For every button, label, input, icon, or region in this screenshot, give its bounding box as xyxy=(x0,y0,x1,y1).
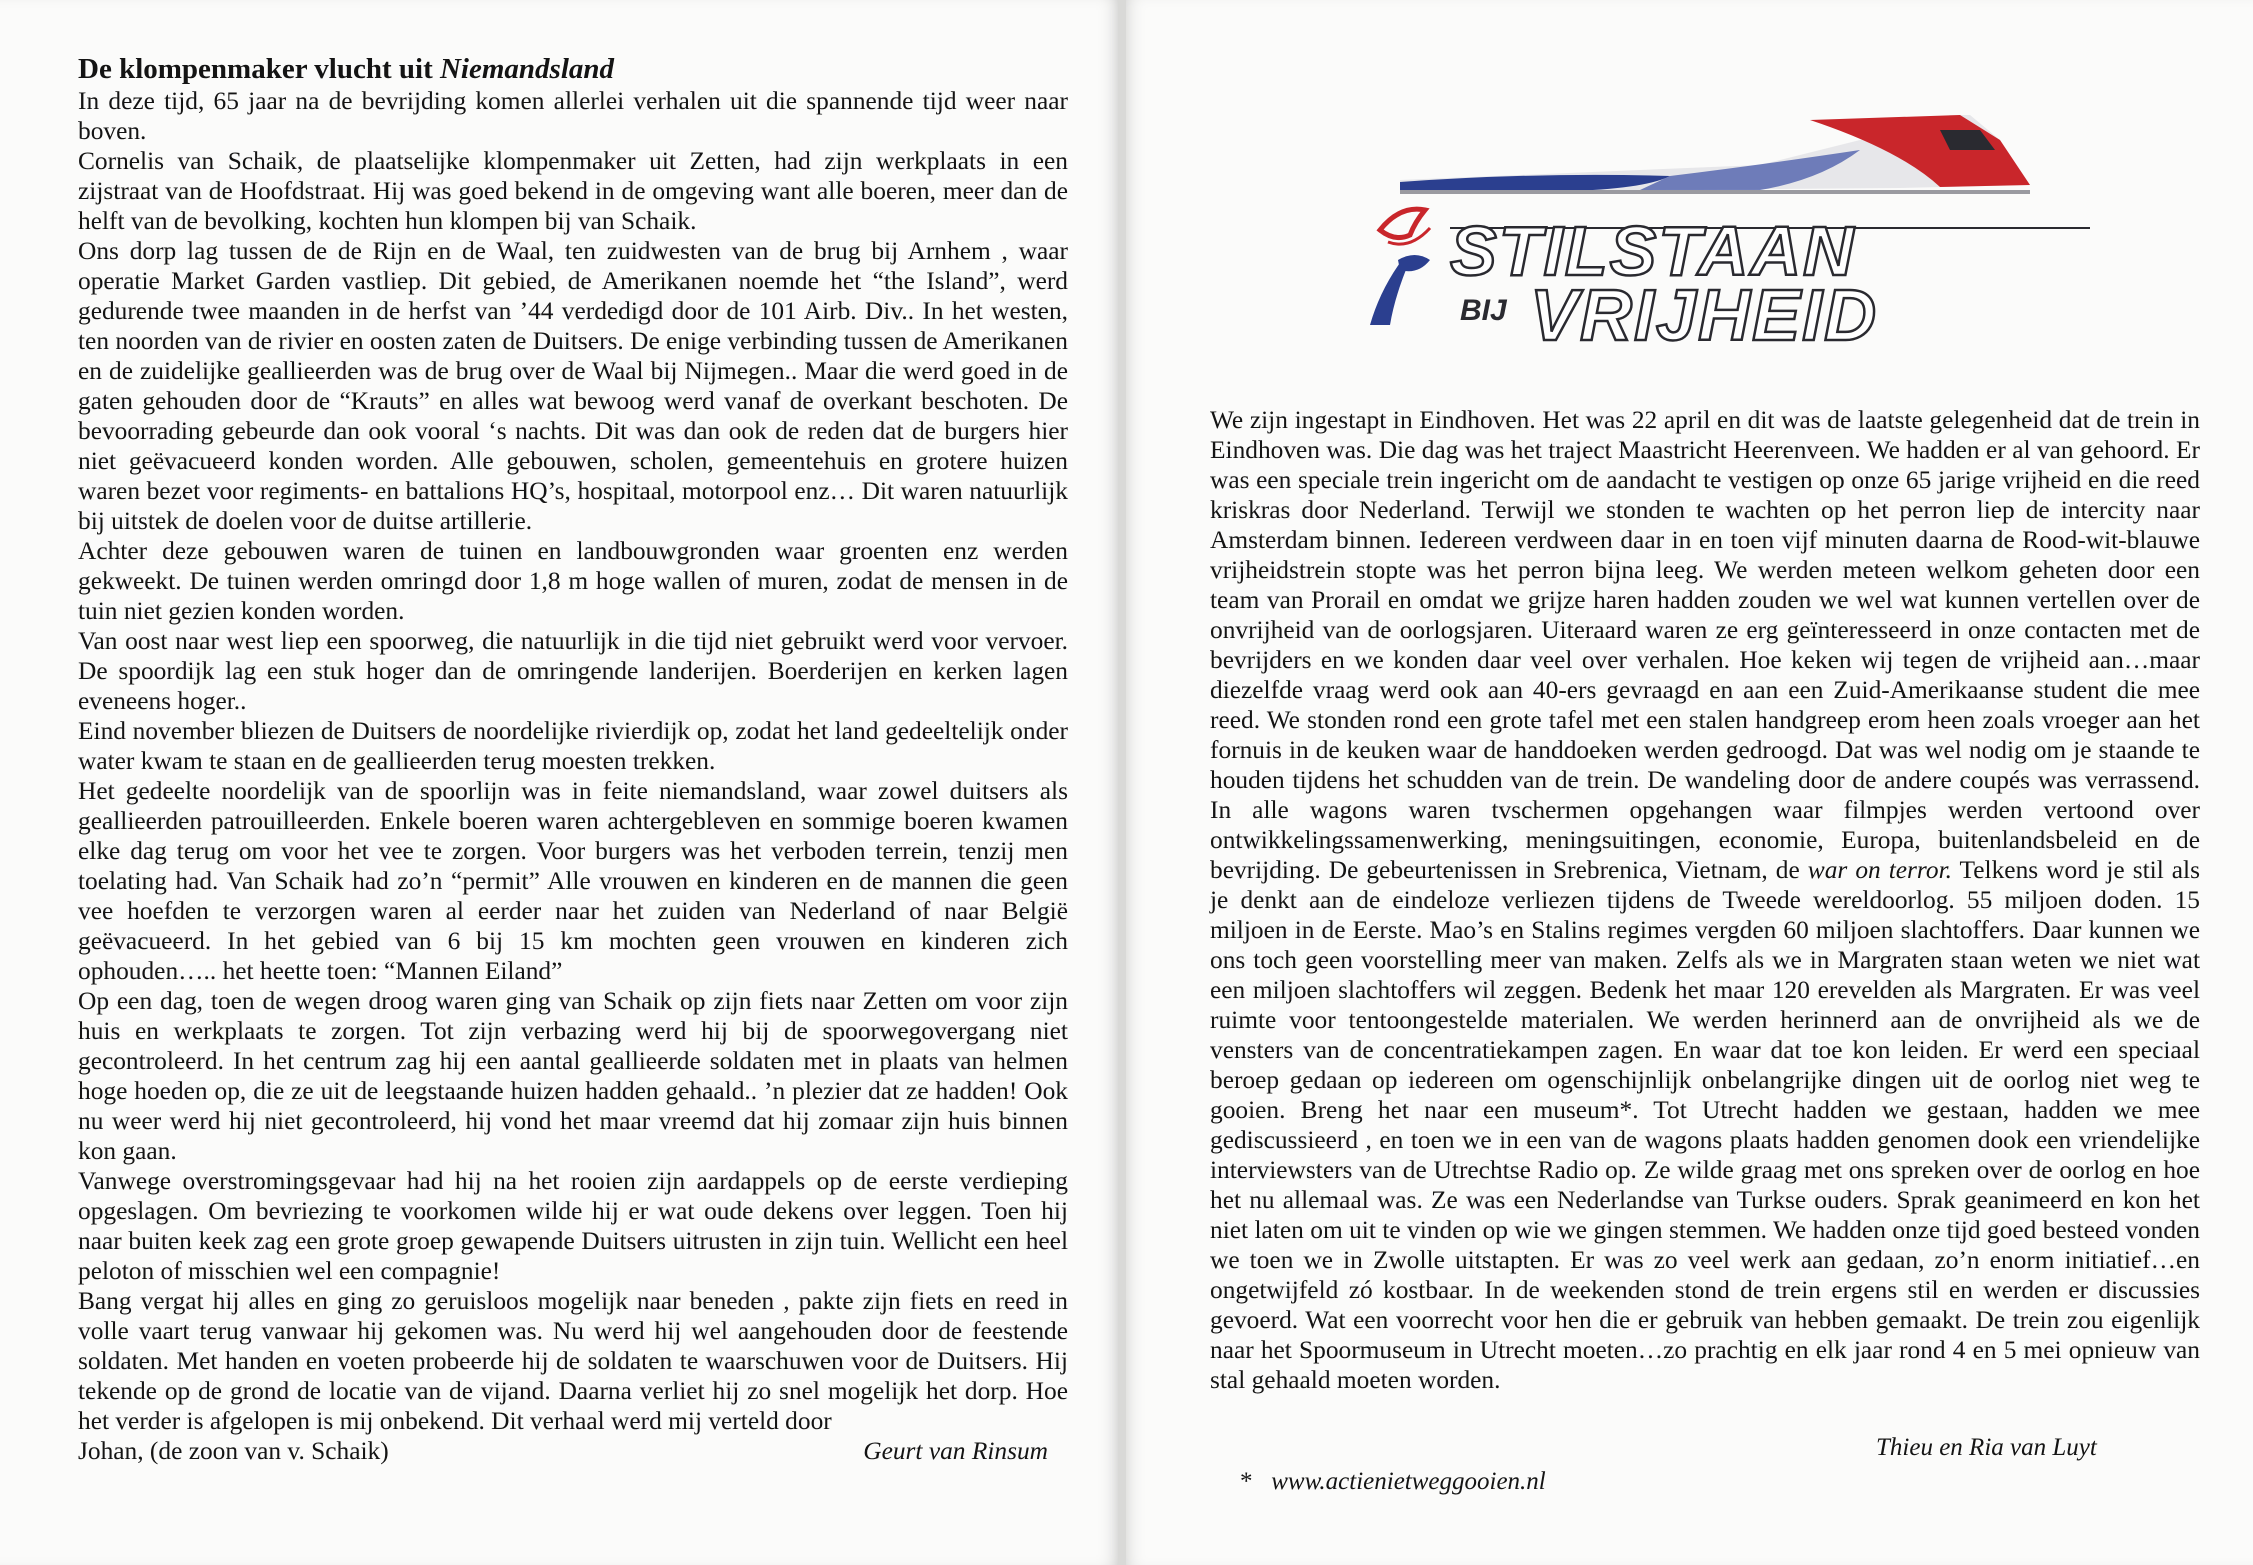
body-text: Telkens word je stil als je denkt aan de eindeloze verliezen tijdens de Tweede wereldoorlog. 55 miljoen doden. 15 miljoen in de Eerste. Mao’s en Stalins regimes vergden 60 miljoen slachtoffers. Daar kunnen we ons toch geen voorstelling meer van maken. Zelfs als we in Margraten staan weten we niet wat een miljoen slachtoffers wil zeggen. Bedenk het maar 120 erevelden als Margraten. Er was veel ruimte voor tentoongestelde materialen. We werden herinnerd aan de onvrijheid als we de vensters van de concentratiekampen zagen. En waar dat toe kon leiden. Er werd een speciaal beroep gedaan op iedereen om ogenschijnlijk onbelangrijke dingen uit de oorlog niet weg te gooien. Breng het naar een museum*. Tot Utrecht hadden we gestaan, hadden we mee gediscussieerd , en toen we in een van de wagons plaats hadden genomen dook een vriendelijke interviewsters van de Utrechtse Radio op. Ze wilde graag met ons spreken over de oorlog en hoe het nu allemaal was. Ze was een Nederlandse van Turkse ouders. Sprak geanimeerd en kon het niet laten om uit te vinden op wie we gingen stemmen. We hadden onze tijd goed besteed vonden we toen we in Zwolle uitstapten. Er was zo veel werk aan gedaan, zo’n enorm initiatief…en ongetwijfeld zó kostbaar. In de weekenden stond de trein ergens stil en werden er discussies gevoerd. Wat een voorrecht voor hen die er gebruik van hebben gemaakt. De trein zou eigenlijk naar het Spoormuseum in Utrecht moeten…zo prachtig en elk jaar rond 4 en 5 mei opnieuw van stal gehaald moeten worden. xyxy=(1210,856,2200,1394)
article-title xyxy=(78,52,1068,86)
bird-flag-icon xyxy=(1370,209,1430,325)
train-icon xyxy=(1400,115,2030,194)
author-signature: Geurt van Rinsum xyxy=(863,1437,1048,1465)
paragraph xyxy=(1210,405,2200,1395)
paragraph: Het gedeelte noordelijk van de spoorlijn was in feite niemandsland, waar zowel duitsers als geallieerden patrouilleerden. Enkele boeren waren achtergebleven en sommige boeren kwamen elke dag terug om voor het vee te zorgen. Voor burgers was het verboden terrein, tenzij men toelating had. Van Schaik had zo’n “permit” Alle vrouwen en kinderen en de mannen die geen vee hoefden te verzorgen waren al eerder naar het zuiden van Nederland of naar België geëvacueerd. In het gebied van 6 bij 15 km mochten geen vrouwen en kinderen zich ophouden….. het heette toen: “Mannen Eiland” xyxy=(78,777,1068,985)
author-signature-right: Thieu en Ria van Luyt xyxy=(1876,1434,2097,1461)
body-text-italic: war on terror. xyxy=(1807,856,1952,884)
article-title-main: De klompenmaker vlucht uit xyxy=(78,53,440,85)
logo-line2: VRIJHEID xyxy=(1530,276,1879,356)
stilstaan-bij-vrijheid-logo xyxy=(1340,110,2100,360)
footnote xyxy=(1240,1468,1546,1496)
paragraph: Op een dag, toen de wegen droog waren ging van Schaik op zijn fiets naar Zetten om voor zijn huis en werkplaats te zorgen. Tot zijn verbazing werd hij bij de spoorwegovergang niet gecontroleerd. In het centrum zag hij een aantal geallieerde soldaten met in plaats van helmen hoge hoeden op, die ze uit de leegstaande huizen hadden gehaald.. ’n plezier dat ze hadden! Ook nu weer werd hij niet gecontroleerd, hij vond het maar vreemd dat hij zomaar zijn huis binnen kon gaan. xyxy=(78,987,1068,1165)
paragraph: Cornelis van Schaik, de plaatselijke klompenmaker uit Zetten, had zijn werkplaats in een zijstraat van de Hoofdstraat. Hij was goed bekend in de omgeving want alle boeren, meer dan de helft van de bevolking, kochten hun klompen bij van Schaik. xyxy=(78,147,1068,235)
page-fold xyxy=(1118,0,1126,1565)
paragraph: Van oost naar west liep een spoorweg, die natuurlijk in die tijd niet gebruikt werd voor vervoer. De spoordijk lag een stuk hoger dan de omringende landerijen. Boerderijen en kerken lagen eveneens hoger.. xyxy=(78,627,1068,715)
footnote-mark: * xyxy=(1240,1468,1253,1495)
body-text: We zijn ingestapt in Eindhoven. Het was 22 april en dit was de laatste gelegenheid dat de trein in Eindhoven was. Die dag was het traject Maastricht Heerenveen. We hadden er al van gehoord. Er was een speciale trein ingericht om de aandacht te vestigen op onze 65 jarige vrijheid en die reed kriskras door Nederland. Terwijl we stonden te wachten op het perron liep de intercity naar Amsterdam binnen. Iedereen verdween daar in en toen vijf minuten daarna de Rood-wit-blauwe vrijheidstrein stopte was het perron bijna leeg. We werden meteen welkom geheten door een team van Prorail en omdat we grijze haren hadden zouden we wel wat kunnen vertellen over de onvrijheid van de oorlogsjaren. Uiteraard waren ze erg geïnteresseerd in onze contacten met de bevrijders en we konden daar veel over verhalen. Hoe keken wij tegen de vrijheid aan…maar diezelfde vraag werd ook aan 40-ers gevraagd en aan een Zuid-Amerikaanse student die mee reed. We stonden rond een grote tafel met een stalen handgreep erom heen zoals vroeger aan het fornuis in de keuken waar de handdoeken werden gedroogd. Dat was wel nodig om je staande te houden tijdens het schudden van de trein. De wandeling door de andere coupés was verrassend. In alle wagons waren tvschermen opgehangen waar filmpjes werden vertoond over ontwikkelingssamenwerking, meningsuitingen, economie, Europa, buitenlandsbeleid en de bevrijding. De gebeurtenissen in Srebrenica, Vietnam, de xyxy=(1210,406,2200,884)
footnote-link[interactable]: www.actienietweggooien.nl xyxy=(1271,1468,1546,1495)
paragraph: Ons dorp lag tussen de de Rijn en de Waal, ten zuidwesten van de brug bij Arnhem , waar operatie Market Garden vastliep. Dit gebied, de Amerikanen noemde het “the Island”, werd gedurende twee maanden in de herfst van ’44 verdedigd door de 101 Airb. Div.. In het westen, ten noorden van de rivier en oosten zaten de Duitsers. De enige verbinding tussen de Amerikanen en de zuidelijke geallieerden was de brug over de Waal bij Nijmegen.. Maar die werd goed in de gaten gehouden door de “Krauts” en alles wat bewoog werd vanaf de overkant beschoten. De bevoorrading gebeurde dan ook vooral ‘s nachts. Dit was dan ook de reden dat de burgers hier niet geëvacueerd konden worden. Alle gebouwen, scholen, gemeentehuis en grotere huizen waren bezet voor regiments- en battalions HQ’s, hospitaal, motorpool enz… Dit waren natuurlijk bij uitstek de doelen voor de duitse artillerie. xyxy=(78,237,1068,535)
article-title-italic: Niemandsland xyxy=(439,53,615,85)
paragraph: In deze tijd, 65 jaar na de bevrijding komen allerlei verhalen uit die spannende tijd weer naar boven. xyxy=(78,87,1068,145)
left-article xyxy=(78,52,1068,1466)
logo-line1: STILSTAAN xyxy=(1450,212,1856,290)
closing-line xyxy=(78,1436,1068,1466)
paragraph: Achter deze gebouwen waren de tuinen en landbouwgronden waar groenten enz werden gekweekt. De tuinen werden omringd door 1,8 m hoge wallen of muren, zodat de mensen in de tuin niet gezien konden worden. xyxy=(78,537,1068,625)
logo-bij: BIJ xyxy=(1460,294,1507,327)
right-article xyxy=(1210,405,2200,1395)
paragraph: Eind november bliezen de Duitsers de noordelijke rivierdijk op, zodat het land gedeeltelijk onder water kwam te staan en de geallieerden terug moesten trekken. xyxy=(78,717,1068,775)
closing-text: Johan, (de zoon van v. Schaik) xyxy=(78,1437,389,1465)
paragraph: Vanwege overstromingsgevaar had hij na het rooien zijn aardappels op de eerste verdieping opgeslagen. Om bevriezing te voorkomen wilde hij er wat oude dekens over leggen. Toen hij naar buiten keek zag een grote groep gewapende Duitsers uitrusten in zijn tuin. Wellicht een heel peloton of misschien wel een compagnie! xyxy=(78,1167,1068,1285)
paragraph: Bang vergat hij alles en ging zo geruisloos mogelijk naar beneden , pakte zijn fiets en reed in volle vaart terug vanwaar hij gekomen was. Nu werd hij wel aangehouden door de feestende soldaten. Met handen en voeten probeerde hij de soldaten te waarschuwen voor de Duitsers. Hij tekende op de grond de locatie van de vijand. Daarna verliet hij zo snel mogelijk het dorp. Hoe het verder is afgelopen is mij onbekend. Dit verhaal werd mij verteld door xyxy=(78,1287,1068,1435)
